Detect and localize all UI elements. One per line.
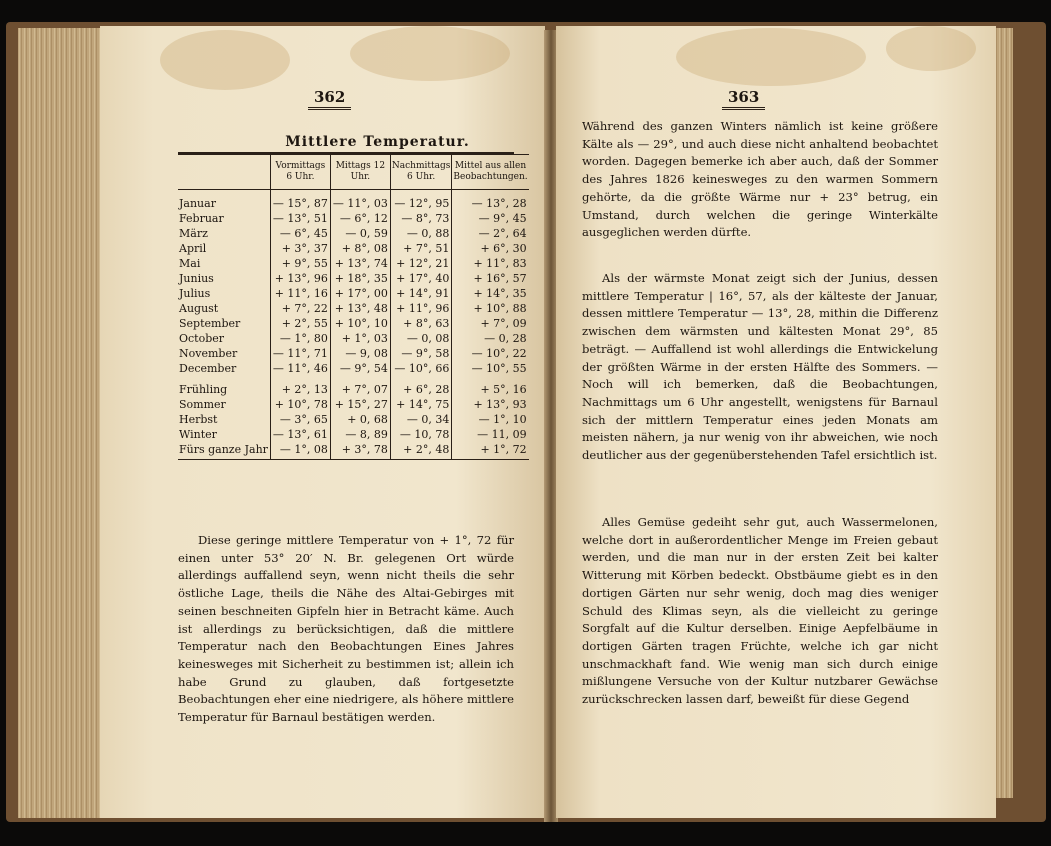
row-label: Januar bbox=[179, 197, 216, 210]
right-page bbox=[556, 26, 996, 818]
table-cell: + 0, 68 bbox=[330, 412, 390, 427]
table-cell: + 7°, 51 bbox=[390, 241, 451, 256]
page-edges-right bbox=[993, 28, 1013, 798]
season-row bbox=[178, 382, 529, 397]
table-cell: + 15°, 27 bbox=[330, 397, 390, 412]
page-edges-left bbox=[18, 28, 102, 818]
table-row bbox=[178, 271, 529, 286]
foxing-stain bbox=[886, 26, 976, 71]
header-empty bbox=[178, 155, 270, 190]
body-paragraph: Alles Gemüse gedeiht sehr gut, auch Wassermelonen, welche dort in außerordentlicher Menge im Freien gebaut werden, und die man nur in der ersten Zeit bei kalter Witterung mit Körben bedeckt. Obstbäume giebt es in den dortigen Gärten nur sehr wenig, doch mag dies weniger Schuld des Klimas seyn, als die vielleicht zu geringe Sorgfalt auf die Kultur derselben. Einige Aepfelbäume in dortigen Gärten tragen Früchte, welche ich gar nicht unschmackhaft fand. Wie wenig man sich durch einige mißlungene Versuche von der Kultur nutzbarer Gewächse zurückschrecken lassen darf, beweißt für diese Gegend bbox=[582, 515, 938, 707]
temperature-table bbox=[178, 154, 529, 460]
row-label: Winter bbox=[179, 428, 217, 441]
column-header: Nachmittags 6 Uhr. bbox=[390, 155, 451, 190]
table-cell: — 1°, 80 bbox=[270, 331, 330, 346]
table-title: Mittlere Temperatur. bbox=[285, 134, 470, 150]
table-cell: + 2°, 55 bbox=[270, 316, 330, 331]
table-row bbox=[178, 316, 529, 331]
table-cell: + 14°, 35 bbox=[452, 286, 529, 301]
table-cell: + 2°, 48 bbox=[390, 442, 451, 460]
table-cell: — 8°, 73 bbox=[390, 211, 451, 226]
table-cell: — 0, 59 bbox=[330, 226, 390, 241]
table-cell: + 10°, 88 bbox=[452, 301, 529, 316]
table-cell: + 3°, 78 bbox=[330, 442, 390, 460]
table-row bbox=[178, 301, 529, 316]
page-number: 363 bbox=[722, 88, 765, 110]
table-header-row bbox=[178, 155, 529, 190]
table-cell: + 14°, 75 bbox=[390, 397, 451, 412]
table-cell: + 13°, 96 bbox=[270, 271, 330, 286]
table-cell: — 13°, 51 bbox=[270, 211, 330, 226]
table-cell: — 12°, 95 bbox=[390, 196, 451, 211]
table-cell: + 11°, 16 bbox=[270, 286, 330, 301]
row-label: November bbox=[179, 347, 238, 360]
table-cell: — 10°, 55 bbox=[452, 361, 529, 376]
season-row bbox=[178, 427, 529, 442]
table-cell: — 2°, 64 bbox=[452, 226, 529, 241]
table-cell: + 17°, 40 bbox=[390, 271, 451, 286]
table-cell: + 3°, 37 bbox=[270, 241, 330, 256]
row-label: Fürs ganze Jahr bbox=[178, 442, 270, 460]
table-cell: + 13°, 93 bbox=[452, 397, 529, 412]
foxing-stain bbox=[676, 28, 866, 86]
table-cell: — 13°, 28 bbox=[452, 196, 529, 211]
table-cell: — 11, 09 bbox=[452, 427, 529, 442]
table-cell: + 5°, 16 bbox=[452, 382, 529, 397]
body-paragraph: Als der wärmste Monat zeigt sich der Junius, dessen mittlere Temperatur | 16°, 57, als der kälteste der Januar, dessen mittlere Temperatur — 13°, 28, mithin die Differenz zwischen dem wärmsten und kältesten Monat 29°, 85 beträgt. — Auffallend ist wohl allerdings die Entwickelung der größten Wärme in der ersten Hälfte des Sommers. — Noch will ich bemerken, daß die Beobachtungen, Nachmittags um 6 Uhr angestellt, wenigstens für Barnaul sich der mittlern Temperatur eines jeden Monats am meisten nähern, ja nur wenig von ihr abweichen, wie noch deutlicher aus der gegenüberstehenden Tafel ersichtlich ist. bbox=[582, 271, 938, 463]
table-cell: — 9°, 54 bbox=[330, 361, 390, 376]
table-cell: + 2°, 13 bbox=[270, 382, 330, 397]
table-cell: + 11°, 83 bbox=[452, 256, 529, 271]
row-label: Frühling bbox=[179, 383, 228, 396]
table-cell: — 3°, 65 bbox=[270, 412, 330, 427]
table-cell: — 11°, 71 bbox=[270, 346, 330, 361]
column-header: Mittags 12 Uhr. bbox=[330, 155, 390, 190]
row-label: Herbst bbox=[179, 413, 218, 426]
table-cell: + 17°, 00 bbox=[330, 286, 390, 301]
table-cell: + 12°, 21 bbox=[390, 256, 451, 271]
table-cell: + 13°, 48 bbox=[330, 301, 390, 316]
table-cell: — 1°, 08 bbox=[270, 442, 330, 460]
table-cell: + 9°, 55 bbox=[270, 256, 330, 271]
table-row bbox=[178, 331, 529, 346]
foxing-stain bbox=[350, 26, 510, 81]
table-row bbox=[178, 346, 529, 361]
table-cell: + 1°, 72 bbox=[452, 442, 529, 460]
table-cell: — 0, 34 bbox=[390, 412, 451, 427]
table-cell: + 6°, 30 bbox=[452, 241, 529, 256]
table-cell: + 7°, 09 bbox=[452, 316, 529, 331]
table-cell: — 0, 88 bbox=[390, 226, 451, 241]
table-cell: + 6°, 28 bbox=[390, 382, 451, 397]
table-cell: — 9, 08 bbox=[330, 346, 390, 361]
table-cell: — 9°, 58 bbox=[390, 346, 451, 361]
table-row bbox=[178, 226, 529, 241]
table-cell: + 1°, 03 bbox=[330, 331, 390, 346]
table-cell: — 9°, 45 bbox=[452, 211, 529, 226]
table-row bbox=[178, 361, 529, 376]
body-paragraph: Diese geringe mittlere Temperatur von + 1°, 72 für einen unter 53° 20′ N. Br. gelegenen Ort würde allerdings auffallend seyn, wenn nicht theils die sehr östliche Lage, theils die Nähe des Altai-Gebirges mit seinen beschneiten Gipfeln hier in Betracht käme. Auch ist allerdings zu berücksichtigen, daß die mittlere Temperatur nach den Beobachtungen Eines Jahres keinesweges mit Sicherheit zu bestimmen ist; allein ich habe Grund zu glauben, daß fortgesetzte Beobachtungen eher eine niedrigere, als höhere mittlere Temperatur für Barnaul bestätigen werden. bbox=[178, 533, 514, 725]
table-cell: + 14°, 91 bbox=[390, 286, 451, 301]
table-cell: — 11°, 46 bbox=[270, 361, 330, 376]
table-cell: + 16°, 57 bbox=[452, 271, 529, 286]
row-label: Februar bbox=[179, 212, 224, 225]
table-cell: — 6°, 12 bbox=[330, 211, 390, 226]
table-cell: + 10°, 78 bbox=[270, 397, 330, 412]
table-cell: — 1°, 10 bbox=[452, 412, 529, 427]
table-cell: — 10°, 66 bbox=[390, 361, 451, 376]
table-cell: + 18°, 35 bbox=[330, 271, 390, 286]
table-cell: — 6°, 45 bbox=[270, 226, 330, 241]
row-label: Mai bbox=[179, 257, 201, 270]
row-label: April bbox=[179, 242, 207, 255]
table-cell: + 10°, 10 bbox=[330, 316, 390, 331]
foxing-stain bbox=[160, 30, 290, 90]
table-cell: — 13°, 61 bbox=[270, 427, 330, 442]
column-header: Vormittags 6 Uhr. bbox=[270, 155, 330, 190]
row-label: December bbox=[179, 362, 237, 375]
table-cell: + 11°, 96 bbox=[390, 301, 451, 316]
table-cell: + 13°, 74 bbox=[330, 256, 390, 271]
table-cell: — 15°, 87 bbox=[270, 196, 330, 211]
table-cell: + 7°, 22 bbox=[270, 301, 330, 316]
table-cell: + 8°, 63 bbox=[390, 316, 451, 331]
table-cell: — 0, 08 bbox=[390, 331, 451, 346]
table-cell: — 8, 89 bbox=[330, 427, 390, 442]
table-cell: — 10, 78 bbox=[390, 427, 451, 442]
table-row bbox=[178, 211, 529, 226]
row-label: Junius bbox=[179, 272, 214, 285]
table-row bbox=[178, 241, 529, 256]
table-row bbox=[178, 256, 529, 271]
row-label: August bbox=[179, 302, 219, 315]
row-label: Julius bbox=[179, 287, 211, 300]
table-cell: — 10°, 22 bbox=[452, 346, 529, 361]
table-cell: — 11°, 03 bbox=[330, 196, 390, 211]
season-row bbox=[178, 442, 529, 460]
page-number: 362 bbox=[308, 88, 351, 110]
row-label: März bbox=[179, 227, 208, 240]
table-cell: + 7°, 07 bbox=[330, 382, 390, 397]
column-header: Mittel aus allen Beobachtungen. bbox=[452, 155, 529, 190]
row-label: October bbox=[179, 332, 225, 345]
left-page bbox=[100, 26, 545, 818]
body-paragraph: Während des ganzen Winters nämlich ist keine größere Kälte als — 29°, und auch diese nicht anhaltend beobachtet worden. Dagegen bemerke ich aber auch, daß der Sommer des Jahres 1826 keinesweges zu den warmen Sommern gehörte, da die größte Wärme nur + 23° betrug, ein Umstand, durch welchen die geringe Winterkälte ausgeglichen werden dürfte. bbox=[582, 119, 938, 240]
season-row bbox=[178, 397, 529, 412]
table-cell: + 8°, 08 bbox=[330, 241, 390, 256]
table-row bbox=[178, 286, 529, 301]
table-cell: — 0, 28 bbox=[452, 331, 529, 346]
season-row bbox=[178, 412, 529, 427]
row-label: September bbox=[179, 317, 241, 330]
row-label: Sommer bbox=[179, 398, 226, 411]
table-row bbox=[178, 196, 529, 211]
